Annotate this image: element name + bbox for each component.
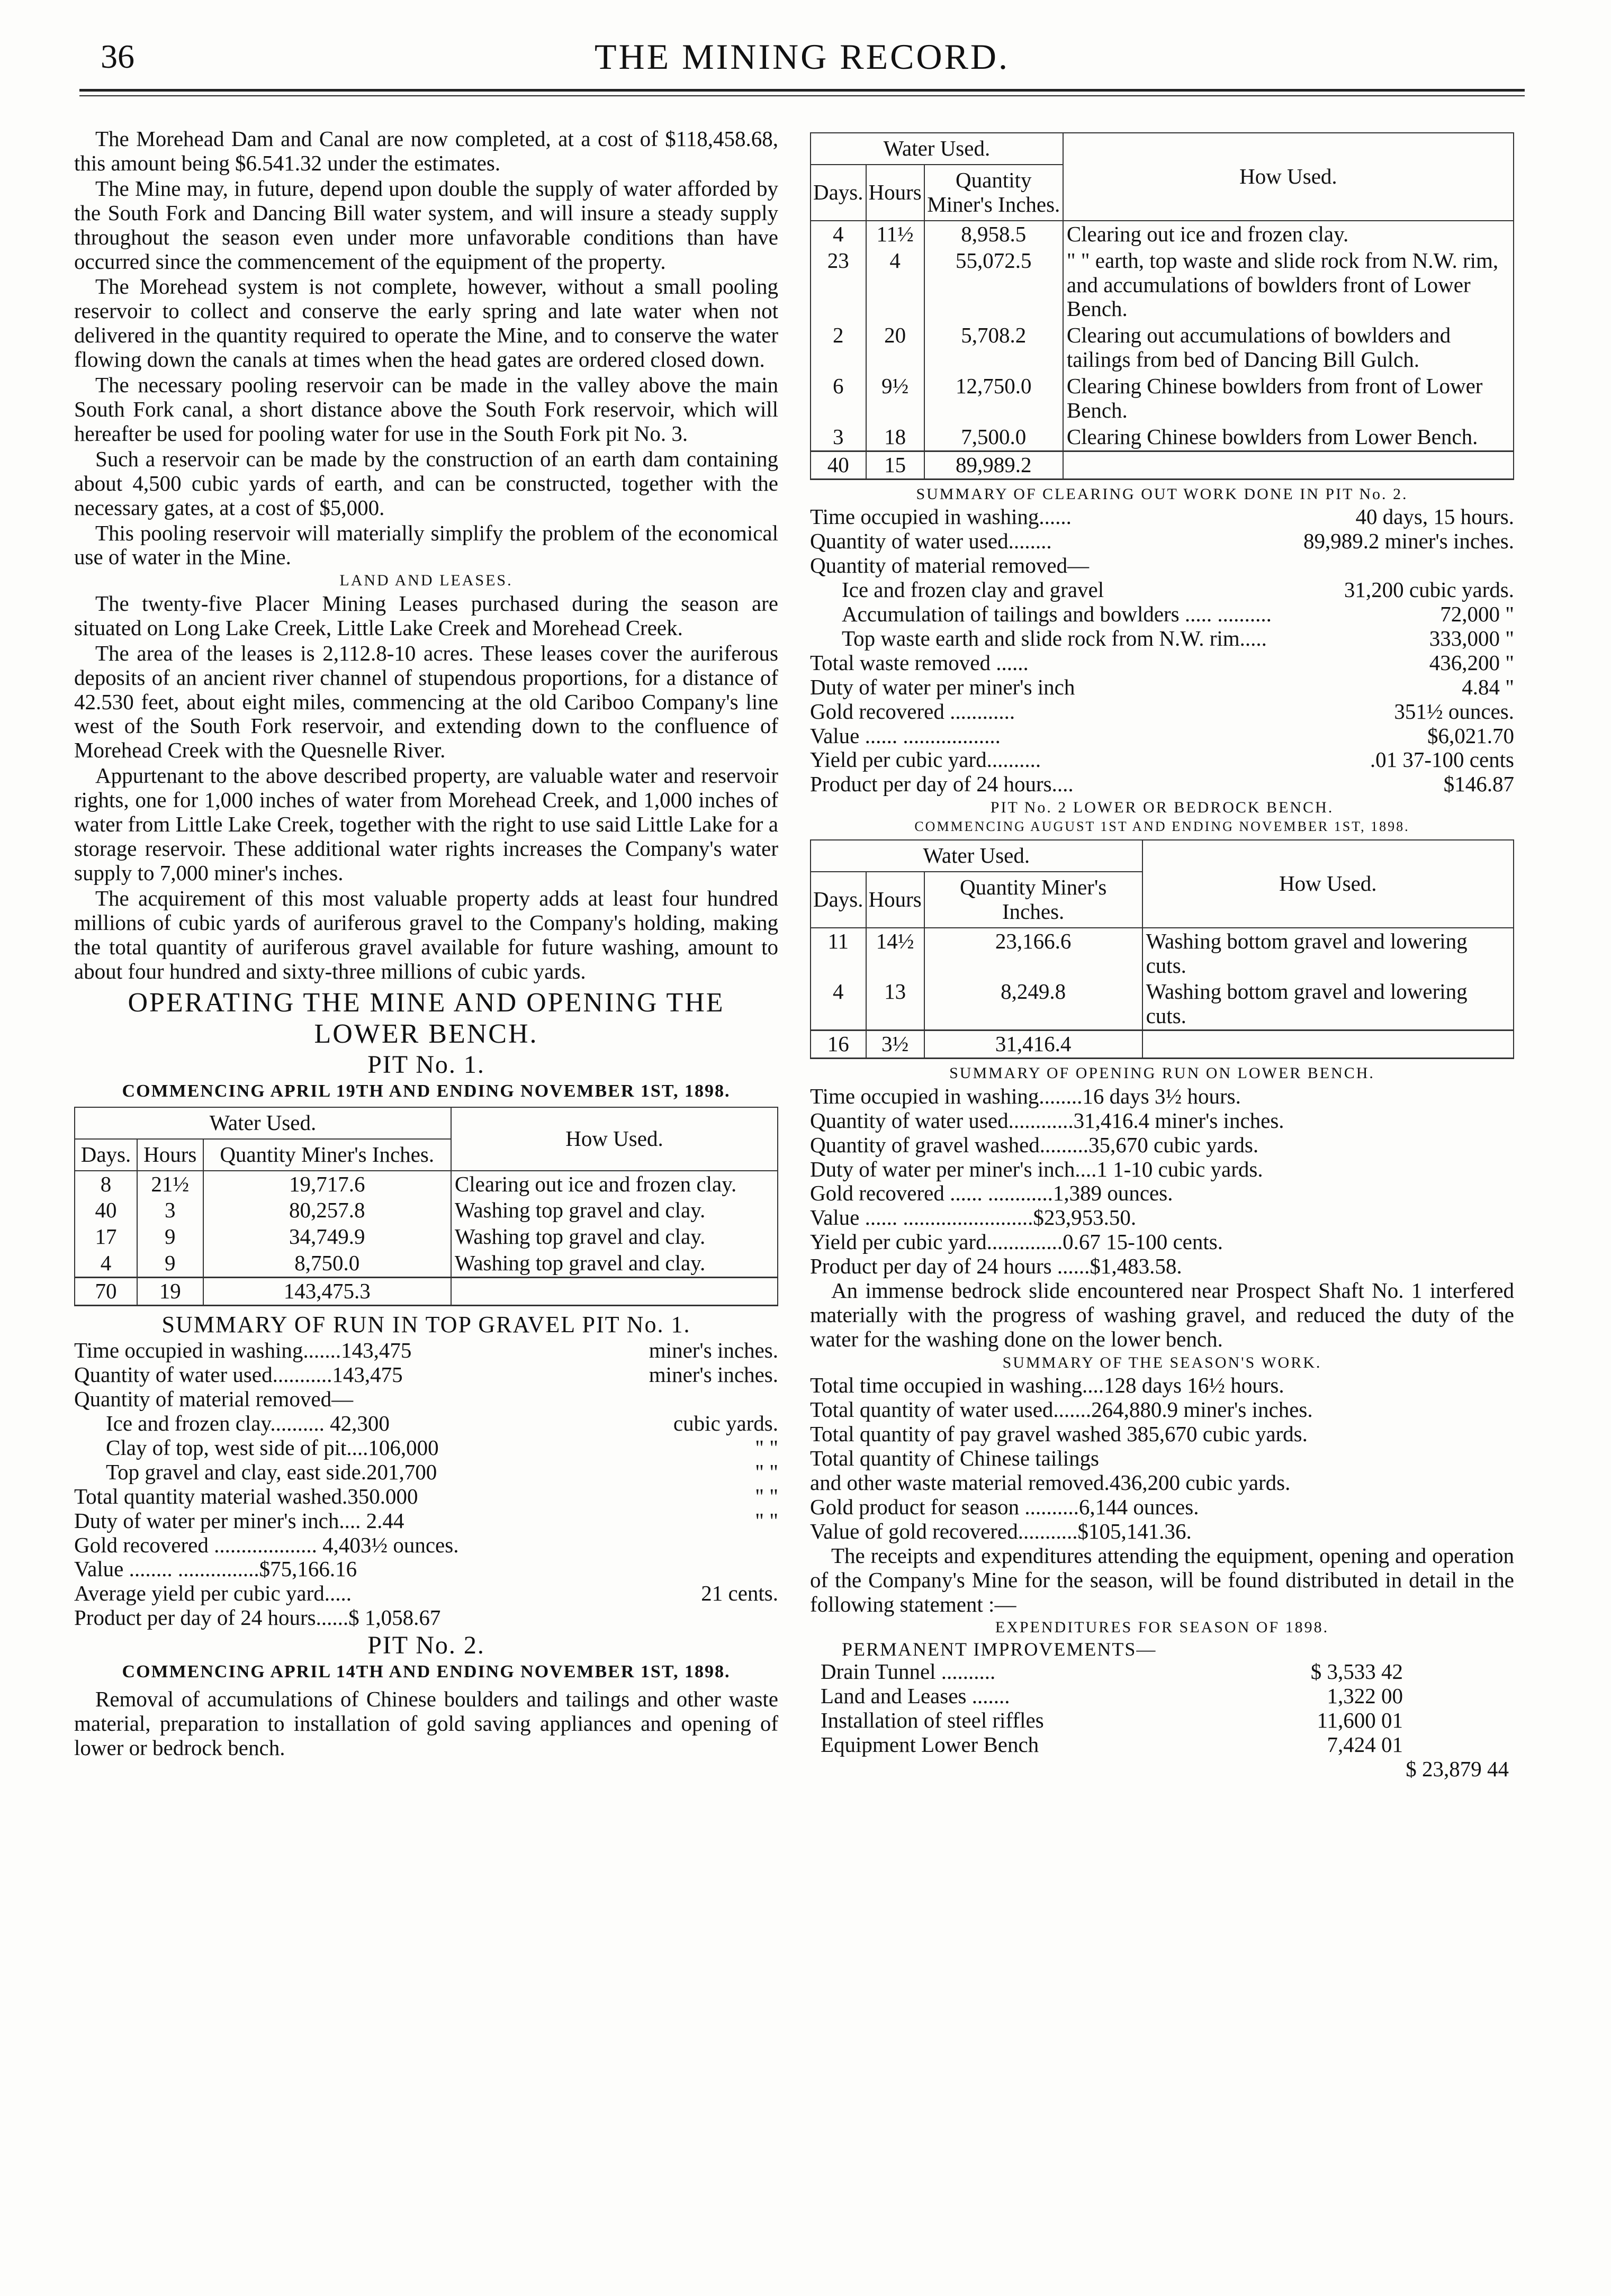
summary-line bbox=[74, 1533, 778, 1558]
summary-label: Quantity of material removed— bbox=[810, 553, 1090, 578]
table-cell-number: 7,500.0 bbox=[924, 424, 1063, 451]
summary-line bbox=[74, 1363, 778, 1387]
summary-value: " " bbox=[755, 1435, 778, 1460]
total-cell: 143,475.3 bbox=[203, 1278, 451, 1306]
page-number: 36 bbox=[101, 38, 134, 75]
summary-line bbox=[74, 1436, 778, 1460]
total-cell: 31,416.4 bbox=[924, 1031, 1142, 1059]
table-cell-number: 8 bbox=[75, 1171, 137, 1198]
summary-line bbox=[74, 1460, 778, 1485]
table-cell-number: 40 bbox=[75, 1197, 137, 1224]
table-cell-number: 6 bbox=[811, 373, 866, 424]
summary-line: Quantity of water used............31,416.4 miner's inches. bbox=[810, 1108, 1284, 1133]
summary-label: Clay of top, west side of pit....106,000 bbox=[106, 1435, 439, 1460]
table-row bbox=[75, 1197, 778, 1224]
paragraph: The twenty-five Placer Mining Leases purchased during the season are situated on Long Lake Creek, Little Lake Creek and Morehead Creek. bbox=[74, 591, 778, 640]
days-header: Days. bbox=[811, 872, 866, 928]
table-cell-number: 11 bbox=[811, 928, 866, 979]
quantity-header: Quantity Miner's Inches. bbox=[924, 165, 1063, 221]
summary-title: SUMMARY OF THE SEASON'S WORK. bbox=[1002, 1353, 1322, 1371]
table-cell-number: 8,249.8 bbox=[924, 979, 1142, 1030]
summary-line bbox=[810, 700, 1514, 724]
summary-value: 21 cents. bbox=[701, 1581, 778, 1606]
summary-label: Duty of water per miner's inch.... 2.44 bbox=[74, 1508, 404, 1533]
table-cell-number: 34,749.9 bbox=[203, 1224, 451, 1250]
summary-line bbox=[74, 1387, 778, 1412]
summary-value: miner's inches. bbox=[649, 1362, 778, 1387]
table-cell-number: 3 bbox=[137, 1197, 203, 1224]
summary-label: Gold recovered ............ bbox=[810, 699, 1015, 724]
header-rule-thin bbox=[79, 95, 1525, 96]
section-heading: LAND AND LEASES. bbox=[339, 572, 513, 590]
total-cell: 89,989.2 bbox=[924, 451, 1063, 479]
summary-label: Total waste removed ...... bbox=[810, 650, 1029, 675]
summary-label: Yield per cubic yard.......... bbox=[810, 747, 1041, 772]
expenditures-list bbox=[810, 1660, 1514, 1757]
expenditures-title: EXPENDITURES FOR SEASON OF 1898. bbox=[995, 1619, 1329, 1637]
pit1-table bbox=[74, 1107, 778, 1306]
summary-line bbox=[810, 724, 1514, 748]
summary-label: Quantity of water used...........143,475 bbox=[74, 1362, 403, 1387]
table-cell-number: 23,166.6 bbox=[924, 928, 1142, 979]
summary-line: Value ...... ........................$23,953.50. bbox=[810, 1205, 1137, 1230]
pit-title: PIT No. 1. bbox=[367, 1050, 485, 1079]
summary-run-pit1 bbox=[74, 1339, 778, 1630]
publication-title: THE MINING RECORD. bbox=[594, 37, 1010, 77]
summary-line bbox=[74, 1509, 778, 1533]
left-column bbox=[74, 127, 778, 1761]
expenditure-amount: 7,424 01 bbox=[1327, 1732, 1403, 1757]
total-cell-empty bbox=[451, 1278, 778, 1306]
expenditures-subtitle: PERMANENT IMPROVEMENTS— bbox=[842, 1639, 1157, 1660]
paragraph: The Morehead system is not complete, however, without a small pooling reservoir to collect and conserve the early spring and late water when not delivered in the quantity required to operate the Mine, and to conserve the water flowing down the canals at times when the head gates are ordered closed down. bbox=[74, 274, 778, 372]
total-cell: 19 bbox=[137, 1278, 203, 1306]
table-cell-usage: Washing top gravel and clay. bbox=[451, 1250, 778, 1277]
summary-value: 89,989.2 miner's inches. bbox=[1303, 529, 1514, 554]
slide-paragraph: An immense bedrock slide encountered near Prospect Shaft No. 1 interfered materially with the progress of washing gravel, and reduced the duty of the water for the washing done on the lower bench. bbox=[810, 1278, 1514, 1351]
expenditure-item: Installation of steel riffles bbox=[821, 1708, 1044, 1733]
summary-line bbox=[74, 1339, 778, 1363]
table-cell-number: 17 bbox=[75, 1224, 137, 1250]
summary-label: Value ........ ...............$75,166.16 bbox=[74, 1557, 357, 1581]
expenditure-row bbox=[810, 1684, 1403, 1709]
expenditure-item: Equipment Lower Bench bbox=[821, 1732, 1039, 1757]
summary-label: Product per day of 24 hours.... bbox=[810, 772, 1074, 797]
summary-line: Time occupied in washing........16 days 3½ hours. bbox=[810, 1083, 1241, 1108]
how-used-header: How Used. bbox=[451, 1107, 778, 1171]
table-cell-number: 8,750.0 bbox=[203, 1250, 451, 1277]
table-row bbox=[811, 424, 1514, 451]
water-used-header: Water Used. bbox=[811, 133, 1063, 165]
table-row bbox=[811, 221, 1514, 248]
expenditure-row bbox=[810, 1709, 1403, 1733]
pit-title: PIT No. 2. bbox=[367, 1631, 485, 1660]
summary-line bbox=[810, 675, 1514, 700]
summary-line bbox=[810, 627, 1514, 651]
paragraph: The acquirement of this most valuable property adds at least four hundred millions of cubic yards of auriferous gravel to the Company's holding, making the total quantity of auriferous gravel available for future washing, amount to about four hundred and sixty-three millions of cubic yards. bbox=[74, 885, 778, 983]
summary-label: Quantity of water used........ bbox=[810, 529, 1052, 554]
table-row bbox=[811, 373, 1514, 424]
quantity-header: Quantity Miner's Inches. bbox=[924, 872, 1142, 928]
table-cell-usage: Clearing out ice and frozen clay. bbox=[451, 1171, 778, 1198]
summary-value: 40 days, 15 hours. bbox=[1355, 504, 1514, 529]
table-cell-usage: Clearing out accumulations of bowlders and tailings from bed of Dancing Bill Gulch. bbox=[1063, 322, 1514, 373]
summary-value: .01 37-100 cents bbox=[1370, 747, 1514, 772]
summary-value: 351½ ounces. bbox=[1394, 699, 1514, 724]
summary-line: Total quantity of pay gravel washed 385,670 cubic yards. bbox=[810, 1422, 1308, 1447]
right-column bbox=[810, 127, 1514, 1782]
summary-value: " " bbox=[755, 1508, 778, 1533]
summary-title: SUMMARY OF RUN IN TOP GRAVEL PIT No. 1. bbox=[161, 1312, 691, 1338]
lower-bench-table bbox=[810, 839, 1514, 1059]
table-row bbox=[75, 1171, 778, 1198]
summary-label: Total quantity material washed.350.000 bbox=[74, 1484, 418, 1508]
total-cell: 15 bbox=[866, 451, 924, 479]
summary-season bbox=[810, 1373, 1514, 1543]
table-cell-number: 9 bbox=[137, 1224, 203, 1250]
expenditure-amount: 1,322 00 bbox=[1327, 1684, 1403, 1709]
summary-value: cubic yards. bbox=[673, 1411, 778, 1436]
table-cell-usage: Washing top gravel and clay. bbox=[451, 1197, 778, 1224]
summary-line bbox=[810, 602, 1514, 627]
table-cell-number: 55,072.5 bbox=[924, 248, 1063, 323]
table-row bbox=[811, 248, 1514, 323]
summary-label: Value ...... .................. bbox=[810, 723, 1001, 748]
table-row bbox=[75, 1250, 778, 1277]
summary-line bbox=[74, 1412, 778, 1436]
table-cell-number: 21½ bbox=[137, 1171, 203, 1198]
expenditure-amount: 11,600 01 bbox=[1317, 1708, 1403, 1733]
total-cell: 3½ bbox=[866, 1031, 924, 1059]
expenditures-total: $ 23,879 44 bbox=[1406, 1756, 1509, 1781]
summary-line bbox=[74, 1581, 778, 1606]
summary-value: 72,000 " bbox=[1440, 602, 1514, 626]
table-row bbox=[811, 928, 1514, 979]
table-cell-usage: Clearing out ice and frozen clay. bbox=[1063, 221, 1514, 248]
summary-lower-bench bbox=[810, 1084, 1514, 1279]
days-header: Days. bbox=[811, 165, 866, 221]
summary-value: miner's inches. bbox=[649, 1338, 778, 1363]
hours-header: Hours bbox=[866, 872, 924, 928]
table-cell-usage: Washing bottom gravel and lowering cuts. bbox=[1142, 928, 1514, 979]
table-row bbox=[75, 1224, 778, 1250]
table-cell-number: 8,958.5 bbox=[924, 221, 1063, 248]
summary-line: Yield per cubic yard..............0.67 15-100 cents. bbox=[810, 1230, 1223, 1254]
table-cell-number: 9½ bbox=[866, 373, 924, 424]
summary-line bbox=[810, 651, 1514, 675]
table-cell-number: 12,750.0 bbox=[924, 373, 1063, 424]
summary-value: " " bbox=[755, 1484, 778, 1508]
summary-value: $146.87 bbox=[1443, 772, 1514, 797]
table-cell-number: 14½ bbox=[866, 928, 924, 979]
pit2-table bbox=[810, 132, 1514, 480]
summary-value: 333,000 " bbox=[1429, 626, 1514, 650]
total-cell-empty bbox=[1142, 1031, 1514, 1059]
total-cell: 16 bbox=[811, 1031, 866, 1059]
table-cell-number: 5,708.2 bbox=[924, 322, 1063, 373]
summary-label: Product per day of 24 hours......$ 1,058.67 bbox=[74, 1605, 441, 1630]
table-total-row bbox=[811, 1031, 1514, 1059]
water-used-header: Water Used. bbox=[75, 1107, 451, 1139]
summary-line bbox=[810, 505, 1514, 529]
quantity-header: Quantity Miner's Inches. bbox=[203, 1139, 451, 1171]
table-cell-usage: Washing bottom gravel and lowering cuts. bbox=[1142, 979, 1514, 1030]
pit2-paragraph: Removal of accumulations of Chinese boulders and tailings and other waste material, preparation to installation of gold saving appliances and opening of lower or bedrock bench. bbox=[74, 1687, 778, 1760]
table-cell-number: 9 bbox=[137, 1250, 203, 1277]
receipts-paragraph: The receipts and expenditures attending the equipment, opening and operation of the Company's Mine for the season, will be found distributed in detail in the following statement :— bbox=[810, 1543, 1514, 1616]
paragraph: This pooling reservoir will materially simplify the problem of the economical use of water in the Mine. bbox=[74, 520, 778, 570]
lower-bench-dates: COMMENCING AUGUST 1ST AND ENDING NOVEMBER 1ST, 1898. bbox=[914, 818, 1410, 834]
expenditure-row bbox=[810, 1660, 1403, 1684]
total-cell-empty bbox=[1063, 451, 1514, 479]
table-cell-number: 3 bbox=[811, 424, 866, 451]
hours-header: Hours bbox=[137, 1139, 203, 1171]
summary-value: 31,200 cubic yards. bbox=[1344, 577, 1514, 602]
total-cell: 70 bbox=[75, 1278, 137, 1306]
summary-line: Gold product for season ..........6,144 ounces. bbox=[810, 1494, 1199, 1519]
summary-label: Top waste earth and slide rock from N.W. rim..... bbox=[842, 626, 1267, 650]
summary-label: Time occupied in washing...... bbox=[810, 504, 1072, 529]
summary-value: " " bbox=[755, 1459, 778, 1484]
summary-label: Ice and frozen clay and gravel bbox=[842, 577, 1104, 602]
header-rule bbox=[79, 89, 1525, 92]
table-row bbox=[811, 979, 1514, 1030]
expenditure-item: Drain Tunnel .......... bbox=[821, 1659, 996, 1684]
hours-header: Hours bbox=[866, 165, 924, 221]
summary-line: Value of gold recovered...........$105,141.36. bbox=[810, 1518, 1192, 1543]
land-paragraphs bbox=[74, 592, 778, 984]
table-cell-usage: Washing top gravel and clay. bbox=[451, 1224, 778, 1250]
paragraph: The area of the leases is 2,112.8-10 acres. These leases cover the auriferous deposits of an ancient river channel of stupendous proportions, for a distance of 42.530 feet, about eight miles, commencing at the old Cariboo Company's line west of the South Fork reservoir, and extending down to the confluence of Morehead Creek with the Quesnelle River. bbox=[74, 640, 778, 763]
total-cell: 40 bbox=[811, 451, 866, 479]
table-cell-number: 11½ bbox=[866, 221, 924, 248]
summary-line: Total quantity of water used.......264,880.9 miner's inches. bbox=[810, 1397, 1313, 1422]
summary-title: SUMMARY OF OPENING RUN ON LOWER BENCH. bbox=[949, 1064, 1375, 1082]
summary-label: Accumulation of tailings and bowlders ..... .......... bbox=[842, 602, 1272, 626]
summary-line: Quantity of gravel washed.........35,670 cubic yards. bbox=[810, 1132, 1259, 1157]
summary-line bbox=[810, 529, 1514, 554]
summary-label: Gold recovered ................... 4,403½ ounces. bbox=[74, 1532, 459, 1557]
summary-title: SUMMARY OF CLEARING OUT WORK DONE IN PIT No. 2. bbox=[916, 485, 1408, 503]
table-cell-number: 20 bbox=[866, 322, 924, 373]
summary-line bbox=[810, 578, 1514, 602]
paragraph: The necessary pooling reservoir can be made in the valley above the main South Fork canal, a short distance above the South Fork reservoir, which will hereafter be used for pooling water for use in the South Fork pit No. 3. bbox=[74, 373, 778, 446]
paragraph: Appurtenant to the above described property, are valuable water and reservoir rights, one for 1,000 inches of water from Morehead Creek, and 1,000 inches of water from Little Lake Creek, together with the right to use said Little Lake for a storage reservoir. These additional water rights increases the Company's water supply to 7,000 miner's inches. bbox=[74, 763, 778, 885]
expenditure-row bbox=[810, 1733, 1403, 1757]
how-used-header: How Used. bbox=[1063, 133, 1514, 221]
water-used-header: Water Used. bbox=[811, 840, 1142, 872]
table-cell-usage: Clearing Chinese bowlders from front of Lower Bench. bbox=[1063, 373, 1514, 424]
summary-line bbox=[74, 1557, 778, 1581]
summary-label: Average yield per cubic yard..... bbox=[74, 1581, 352, 1606]
table-cell-number: 4 bbox=[811, 221, 866, 248]
summary-label: Time occupied in washing.......143,475 bbox=[74, 1338, 412, 1363]
summary-line: Duty of water per miner's inch....1 1-10 cubic yards. bbox=[810, 1156, 1263, 1181]
summary-value: $6,021.70 bbox=[1427, 723, 1514, 748]
summary-line bbox=[810, 554, 1514, 578]
expenditure-item: Land and Leases ....... bbox=[821, 1684, 1010, 1709]
summary-line: and other waste material removed.436,200 cubic yards. bbox=[810, 1470, 1291, 1495]
expenditure-amount: $ 3,533 42 bbox=[1310, 1659, 1403, 1684]
pit-dates: COMMENCING APRIL 19TH AND ENDING NOVEMBER 1ST, 1898. bbox=[122, 1081, 731, 1101]
summary-line: Total time occupied in washing....128 days 16½ hours. bbox=[810, 1373, 1284, 1398]
how-used-header: How Used. bbox=[1142, 840, 1514, 928]
table-cell-usage: Clearing Chinese bowlders from Lower Bench. bbox=[1063, 424, 1514, 451]
summary-line bbox=[74, 1485, 778, 1509]
summary-line bbox=[74, 1606, 778, 1630]
pit-dates: COMMENCING APRIL 14TH AND ENDING NOVEMBER 1ST, 1898. bbox=[122, 1661, 731, 1682]
paragraph: Such a reservoir can be made by the construction of an earth dam containing about 4,500 cubic yards of earth, and can be constructed, together with the necessary gates, at a cost of $5,000. bbox=[74, 446, 778, 520]
table-cell-number: 18 bbox=[866, 424, 924, 451]
summary-line bbox=[810, 772, 1514, 797]
table-cell-number: 19,717.6 bbox=[203, 1171, 451, 1198]
table-total-row bbox=[811, 451, 1514, 479]
summary-line bbox=[810, 748, 1514, 772]
paragraph: The Morehead Dam and Canal are now completed, at a cost of $118,458.68, this amount being $6.541.32 under the estimates. bbox=[74, 126, 778, 175]
summary-clearing-pit2 bbox=[810, 505, 1514, 797]
summary-line: Gold recovered ...... ............1,389 ounces. bbox=[810, 1181, 1173, 1206]
summary-label: Quantity of material removed— bbox=[74, 1387, 354, 1412]
summary-label: Top gravel and clay, east side.201,700 bbox=[106, 1459, 437, 1484]
page-header bbox=[79, 32, 1525, 77]
table-cell-number: 23 bbox=[811, 248, 866, 323]
table-cell-number: 4 bbox=[811, 979, 866, 1030]
section-heading: OPERATING THE MINE AND OPENING THE LOWER BENCH. bbox=[128, 988, 725, 1049]
table-total-row bbox=[75, 1278, 778, 1306]
table-cell-number: 4 bbox=[75, 1250, 137, 1277]
table-cell-number: 13 bbox=[866, 979, 924, 1030]
table-cell-usage: " " earth, top waste and slide rock from N.W. rim, and accumulations of bowlders front of Lower Bench. bbox=[1063, 248, 1514, 323]
lower-bench-title: PIT No. 2 LOWER OR BEDROCK BENCH. bbox=[990, 799, 1334, 817]
table-row bbox=[811, 322, 1514, 373]
days-header: Days. bbox=[75, 1139, 137, 1171]
intro-paragraphs bbox=[74, 127, 778, 570]
table-cell-number: 80,257.8 bbox=[203, 1197, 451, 1224]
summary-label: Ice and frozen clay.......... 42,300 bbox=[106, 1411, 390, 1436]
summary-value: 4.84 " bbox=[1462, 674, 1514, 699]
table-cell-number: 4 bbox=[866, 248, 924, 323]
summary-line: Product per day of 24 hours ......$1,483.58. bbox=[810, 1254, 1182, 1279]
paragraph: The Mine may, in future, depend upon double the supply of water afforded by the South Fork and Dancing Bill water system, and will insure a steady supply throughout the season even under more unfavorable conditions than have occurred since the commencement of the equipment of the property. bbox=[74, 176, 778, 274]
table-cell-number: 2 bbox=[811, 322, 866, 373]
summary-label: Duty of water per miner's inch bbox=[810, 674, 1075, 699]
summary-line: Total quantity of Chinese tailings bbox=[810, 1446, 1099, 1471]
summary-value: 436,200 " bbox=[1429, 650, 1514, 675]
